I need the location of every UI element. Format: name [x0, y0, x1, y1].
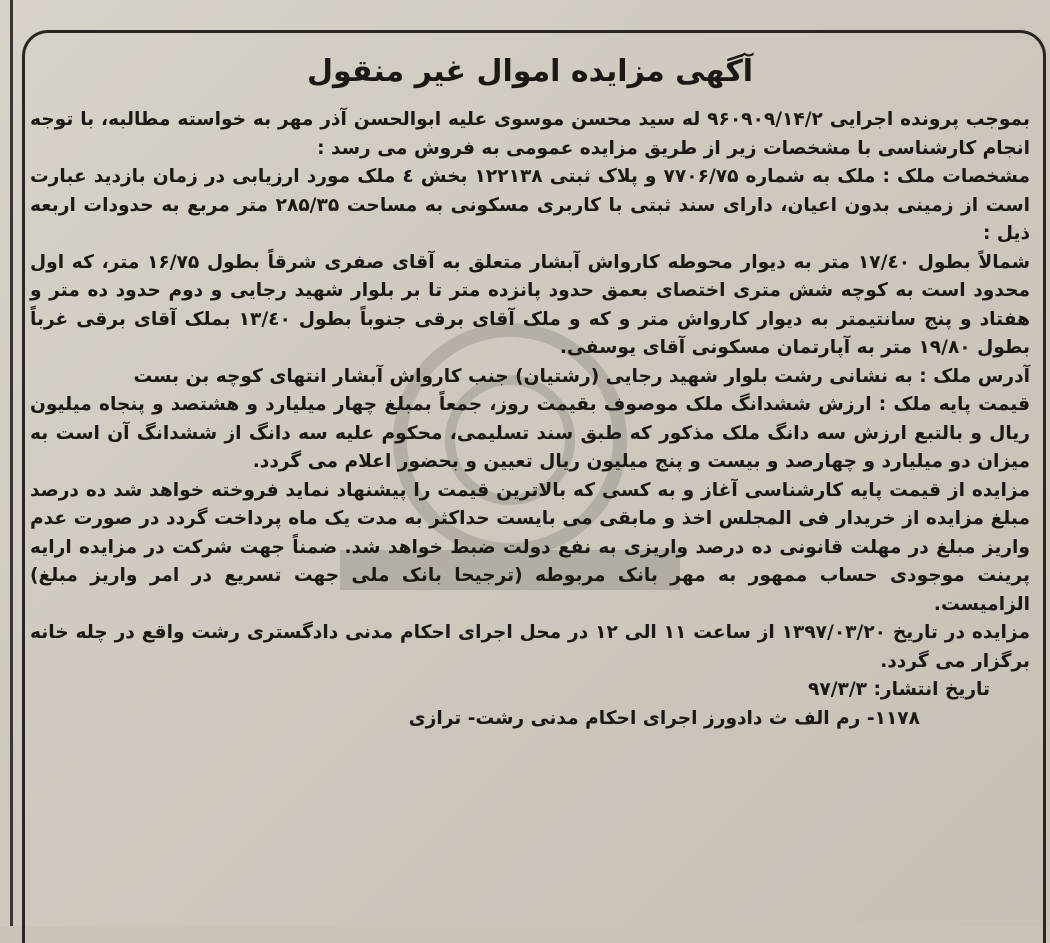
notice-paragraph: قیمت پایه ملک : ارزش ششدانگ ملک موصوف بقیمت روز، جمعاً بمبلغ چهار میلیارد و هشتصد و پنجاه میلیون ریال و بالتبع ارزش سه دانگ ملک مذکور که طبق سند تسلیمی، محکوم علیه سه دانگ از ششدانگ آن است به میزان دو میلیارد و چهارصد و بیست و پنج میلیون ریال تعیین و بحضور اعلام می گردد.: [30, 394, 1030, 472]
notice-paragraph: مزایده از قیمت پایه کارشناسی آغاز و به کسی که بالاترین قیمت را پیشنهاد نماید فروخته خواهد شد ده درصد مبلغ مزایده از خریدار فی المجلس اخذ و مابقی می بایست حداکثر به مدت یک ماه پرداخت گردد در صورت عدم واریز مبلغ در مهلت قانونی ده درصد واریزی به نفع دولت ضبط خواهد شد. ضمناً جهت شرکت در مزایده ارایه پرینت موجودی حساب ممهور به مهر بانک مربوطه (ترجیحا بانک ملی جهت تسریع در امر واریز مبلغ) الزامیست.: [30, 479, 1030, 615]
notice-paragraph: شمالاً بطول ۱۷/٤۰ متر به دیوار محوطه کارواش آبشار متعلق به آقای صفری شرقاً بطول ۱۶/۷۵ متر، که اول محدود است به کوچه شش متری اختصای بعمق حدود پانزده متر تا بر بلوار شهید رجایی و دوم حدود ده متر و هفتاد و پنج سانتیمتر به دیوار کارواش متر و که و ملک آقای برقی جنوباً بطول ۱۳/٤۰ بملک آقای برقی غرباً بطول ۱۹/۸۰ متر به آپارتمان مسکونی آقای یوسفی.: [30, 251, 1030, 358]
column-divider: [10, 0, 13, 926]
notice-paragraph: مزایده در تاریخ ۱۳۹۷/۰۳/۲۰ از ساعت ۱۱ الی ۱۲ در محل اجرای احکام مدنی دادگستری رشت واقع در چله خانه برگزار می گردد.: [30, 622, 1031, 672]
notice-footer: ۱۱۷۸- رم الف ث دادورز اجرای احکام مدنی رشت- ترازی: [408, 707, 920, 729]
notice-paragraph: مشخصات ملک : ملک به شماره ۷۷۰۶/۷۵ و پلاک ثبتی ۱۲۲۱۳۸ بخش ٤ ملک مورد ارزیابی در زمان بازدید عبارت است از زمینی بدون اعیان، دارای سند ثبتی با کاربری مسکونی به مساحت ۲۸۵/۳۵ متر مربع به حدودات اربعه ذیل :: [30, 166, 1030, 244]
notice-content: [30, 42, 1030, 926]
notice-paragraph: بموجب پرونده اجرایی ۹۶۰۹۰۹/۱۴/۲ له سید محسن موسوی علیه ابوالحسن آذر مهر به خواسته مطالبه، با توجه انجام کارشناسی با مشخصات زیر از طریق مزایده عمومی به فروش می رسد :: [30, 109, 1030, 159]
notice-paragraph: آدرس ملک : به نشانی رشت بلوار شهید رجایی (رشتیان) جنب کارواش آبشار انتهای کوچه بن بست: [133, 365, 1030, 387]
notice-title: آگهی مزایده اموال غیر منقول: [306, 54, 754, 89]
publish-date: تاریخ انتشار: ۹۷/۳/۳: [808, 679, 990, 700]
